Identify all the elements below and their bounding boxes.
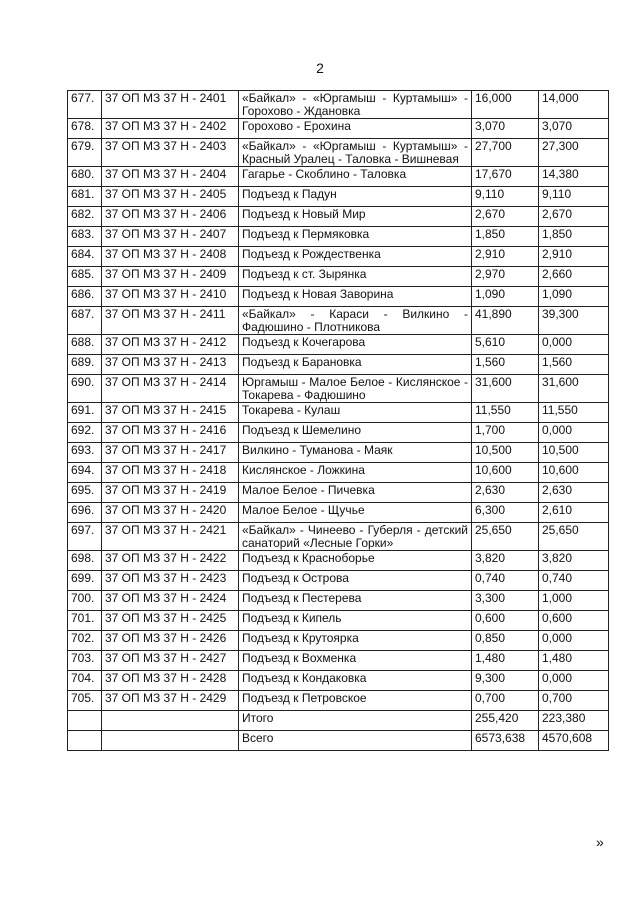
total-length-cell: 9,300 <box>472 671 539 691</box>
paved-length-cell: 3,820 <box>539 551 609 571</box>
paved-length-cell: 1,090 <box>539 287 609 307</box>
total-length-cell: 31,600 <box>472 375 539 403</box>
row-number-cell: 702. <box>68 631 102 651</box>
table-row <box>68 335 609 355</box>
table-row <box>68 651 609 671</box>
paved-length-cell: 25,650 <box>539 523 609 551</box>
row-number-cell: 688. <box>68 335 102 355</box>
total-length-cell: 1,560 <box>472 355 539 375</box>
paved-length-cell: 14,000 <box>539 91 609 119</box>
row-number-cell: 697. <box>68 523 102 551</box>
paved-length-cell: 10,500 <box>539 443 609 463</box>
page-number: 2 <box>316 60 324 76</box>
row-number-cell: 687. <box>68 307 102 335</box>
road-name-cell: Всего <box>239 731 472 751</box>
table-row <box>68 187 609 207</box>
total-length-cell: 1,480 <box>472 651 539 671</box>
road-name-cell: Подъезд к Шемелино <box>239 423 472 443</box>
road-name-cell: Подъезд к Острова <box>239 571 472 591</box>
road-name-cell: Кислянское - Ложкина <box>239 463 472 483</box>
road-name-cell: Токарева - Кулаш <box>239 403 472 423</box>
total-length-cell: 2,670 <box>472 207 539 227</box>
road-code-cell: 37 ОП МЗ 37 Н - 2405 <box>102 187 239 207</box>
paved-length-cell: 1,850 <box>539 227 609 247</box>
road-name-cell: Подъезд к Красноборье <box>239 551 472 571</box>
paved-length-cell: 2,610 <box>539 503 609 523</box>
total-length-cell: 2,970 <box>472 267 539 287</box>
paved-length-cell: 4570,608 <box>539 731 609 751</box>
road-code-cell: 37 ОП МЗ 37 Н - 2424 <box>102 591 239 611</box>
road-name-cell: Подъезд к Падун <box>239 187 472 207</box>
paved-length-cell: 11,550 <box>539 403 609 423</box>
road-name-cell: Подъезд к Пермяковка <box>239 227 472 247</box>
total-length-cell: 5,610 <box>472 335 539 355</box>
table-row <box>68 523 609 551</box>
total-length-cell: 1,090 <box>472 287 539 307</box>
road-code-cell <box>102 731 239 751</box>
road-code-cell: 37 ОП МЗ 37 Н - 2401 <box>102 91 239 119</box>
table-row <box>68 423 609 443</box>
paved-length-cell: 0,700 <box>539 691 609 711</box>
paved-length-cell: 2,660 <box>539 267 609 287</box>
paved-length-cell: 0,740 <box>539 571 609 591</box>
paved-length-cell: 0,600 <box>539 611 609 631</box>
total-length-cell: 41,890 <box>472 307 539 335</box>
row-number-cell <box>68 731 102 751</box>
road-name-cell: Малое Белое - Пичевка <box>239 483 472 503</box>
total-length-cell: 0,700 <box>472 691 539 711</box>
table-row <box>68 483 609 503</box>
table-row <box>68 247 609 267</box>
table-row <box>68 551 609 571</box>
total-length-cell: 25,650 <box>472 523 539 551</box>
total-length-cell: 1,700 <box>472 423 539 443</box>
road-name-cell: Итого <box>239 711 472 731</box>
row-number-cell: 686. <box>68 287 102 307</box>
table-row <box>68 631 609 651</box>
road-code-cell: 37 ОП МЗ 37 Н - 2420 <box>102 503 239 523</box>
total-length-cell: 17,670 <box>472 167 539 187</box>
table-row <box>68 267 609 287</box>
table-row <box>68 207 609 227</box>
total-length-cell: 27,700 <box>472 139 539 167</box>
total-length-cell: 10,600 <box>472 463 539 483</box>
paved-length-cell: 0,000 <box>539 335 609 355</box>
total-length-cell: 6,300 <box>472 503 539 523</box>
paved-length-cell: 0,000 <box>539 423 609 443</box>
total-length-cell: 0,850 <box>472 631 539 651</box>
total-length-cell: 3,070 <box>472 119 539 139</box>
closing-quote-mark: » <box>596 834 604 850</box>
road-code-cell: 37 ОП МЗ 37 Н - 2419 <box>102 483 239 503</box>
total-length-cell: 2,630 <box>472 483 539 503</box>
row-number-cell: 694. <box>68 463 102 483</box>
table-row <box>68 611 609 631</box>
row-number-cell: 698. <box>68 551 102 571</box>
row-number-cell: 695. <box>68 483 102 503</box>
road-code-cell: 37 ОП МЗ 37 Н - 2427 <box>102 651 239 671</box>
road-code-cell: 37 ОП МЗ 37 Н - 2407 <box>102 227 239 247</box>
total-length-cell: 2,910 <box>472 247 539 267</box>
table-row <box>68 671 609 691</box>
road-code-cell: 37 ОП МЗ 37 Н - 2402 <box>102 119 239 139</box>
road-code-cell: 37 ОП МЗ 37 Н - 2422 <box>102 551 239 571</box>
road-name-cell: «Байкал» - «Юргамыш - Куртамыш» - Красный Уралец - Таловка - Вишневая <box>239 139 472 167</box>
road-code-cell: 37 ОП МЗ 37 Н - 2429 <box>102 691 239 711</box>
total-length-cell: 1,850 <box>472 227 539 247</box>
total-length-cell: 9,110 <box>472 187 539 207</box>
road-name-cell: Подъезд к Новый Мир <box>239 207 472 227</box>
table-row <box>68 91 609 119</box>
row-number-cell: 691. <box>68 403 102 423</box>
row-number-cell: 693. <box>68 443 102 463</box>
row-number-cell: 679. <box>68 139 102 167</box>
row-number-cell: 705. <box>68 691 102 711</box>
road-code-cell: 37 ОП МЗ 37 Н - 2403 <box>102 139 239 167</box>
table-row <box>68 711 609 731</box>
table-row <box>68 375 609 403</box>
row-number-cell: 690. <box>68 375 102 403</box>
road-code-cell: 37 ОП МЗ 37 Н - 2416 <box>102 423 239 443</box>
total-length-cell: 255,420 <box>472 711 539 731</box>
row-number-cell: 701. <box>68 611 102 631</box>
road-name-cell: Подъезд к Кочегарова <box>239 335 472 355</box>
road-name-cell: «Байкал» - «Юргамыш - Куртамыш» - Горохово - Ждановка <box>239 91 472 119</box>
total-length-cell: 11,550 <box>472 403 539 423</box>
total-length-cell: 0,740 <box>472 571 539 591</box>
road-code-cell: 37 ОП МЗ 37 Н - 2409 <box>102 267 239 287</box>
table-row <box>68 307 609 335</box>
row-number-cell: 683. <box>68 227 102 247</box>
road-code-cell: 37 ОП МЗ 37 Н - 2417 <box>102 443 239 463</box>
paved-length-cell: 1,560 <box>539 355 609 375</box>
paved-length-cell: 1,480 <box>539 651 609 671</box>
row-number-cell: 677. <box>68 91 102 119</box>
row-number-cell: 700. <box>68 591 102 611</box>
road-code-cell: 37 ОП МЗ 37 Н - 2426 <box>102 631 239 651</box>
road-code-cell: 37 ОП МЗ 37 Н - 2421 <box>102 523 239 551</box>
paved-length-cell: 14,380 <box>539 167 609 187</box>
road-name-cell: Подъезд к ст. Зырянка <box>239 267 472 287</box>
paved-length-cell: 10,600 <box>539 463 609 483</box>
row-number-cell: 703. <box>68 651 102 671</box>
paved-length-cell: 9,110 <box>539 187 609 207</box>
paved-length-cell: 3,070 <box>539 119 609 139</box>
road-code-cell: 37 ОП МЗ 37 Н - 2414 <box>102 375 239 403</box>
table-row <box>68 287 609 307</box>
paved-length-cell: 2,910 <box>539 247 609 267</box>
table-row <box>68 355 609 375</box>
table-row <box>68 167 609 187</box>
road-name-cell: «Байкал» - Чинеево - Губерля - детский санаторий «Лесные Горки» <box>239 523 472 551</box>
road-code-cell: 37 ОП МЗ 37 Н - 2411 <box>102 307 239 335</box>
total-length-cell: 0,600 <box>472 611 539 631</box>
total-length-cell: 3,820 <box>472 551 539 571</box>
table-row <box>68 591 609 611</box>
total-length-cell: 16,000 <box>472 91 539 119</box>
paved-length-cell: 31,600 <box>539 375 609 403</box>
table-row <box>68 463 609 483</box>
table-row <box>68 443 609 463</box>
row-number-cell: 685. <box>68 267 102 287</box>
row-number-cell: 692. <box>68 423 102 443</box>
row-number-cell: 699. <box>68 571 102 591</box>
paved-length-cell: 0,000 <box>539 631 609 651</box>
road-name-cell: Горохово - Ерохина <box>239 119 472 139</box>
road-name-cell: Подъезд к Петровское <box>239 691 472 711</box>
road-code-cell: 37 ОП МЗ 37 Н - 2406 <box>102 207 239 227</box>
road-code-cell: 37 ОП МЗ 37 Н - 2423 <box>102 571 239 591</box>
road-code-cell <box>102 711 239 731</box>
road-code-cell: 37 ОП МЗ 37 Н - 2408 <box>102 247 239 267</box>
table-row <box>68 403 609 423</box>
road-name-cell: Подъезд к Рождественка <box>239 247 472 267</box>
total-length-cell: 6573,638 <box>472 731 539 751</box>
roads-table-body <box>68 91 609 751</box>
row-number-cell: 681. <box>68 187 102 207</box>
table-row <box>68 227 609 247</box>
row-number-cell: 682. <box>68 207 102 227</box>
table-row <box>68 139 609 167</box>
road-name-cell: Подъезд к Барановка <box>239 355 472 375</box>
row-number-cell: 696. <box>68 503 102 523</box>
row-number-cell: 684. <box>68 247 102 267</box>
road-name-cell: Вилкино - Туманова - Маяк <box>239 443 472 463</box>
road-name-cell: «Байкал» - Караси - Вилкино - Фадюшино - Плотникова <box>239 307 472 335</box>
road-name-cell: Гагарье - Скоблино - Таловка <box>239 167 472 187</box>
road-name-cell: Подъезд к Вохменка <box>239 651 472 671</box>
row-number-cell: 704. <box>68 671 102 691</box>
paved-length-cell: 223,380 <box>539 711 609 731</box>
table-row <box>68 571 609 591</box>
road-code-cell: 37 ОП МЗ 37 Н - 2410 <box>102 287 239 307</box>
paved-length-cell: 2,630 <box>539 483 609 503</box>
road-code-cell: 37 ОП МЗ 37 Н - 2404 <box>102 167 239 187</box>
road-name-cell: Подъезд к Кондаковка <box>239 671 472 691</box>
road-code-cell: 37 ОП МЗ 37 Н - 2425 <box>102 611 239 631</box>
table-row <box>68 731 609 751</box>
table-row <box>68 503 609 523</box>
paved-length-cell: 1,000 <box>539 591 609 611</box>
table-row <box>68 119 609 139</box>
road-code-cell: 37 ОП МЗ 37 Н - 2415 <box>102 403 239 423</box>
table-row <box>68 691 609 711</box>
road-name-cell: Подъезд к Кипель <box>239 611 472 631</box>
road-name-cell: Юргамыш - Малое Белое - Кислянское - Токарева - Фадюшино <box>239 375 472 403</box>
row-number-cell: 689. <box>68 355 102 375</box>
road-name-cell: Малое Белое - Щучье <box>239 503 472 523</box>
paved-length-cell: 0,000 <box>539 671 609 691</box>
total-length-cell: 10,500 <box>472 443 539 463</box>
road-name-cell: Подъезд к Новая Заворина <box>239 287 472 307</box>
road-code-cell: 37 ОП МЗ 37 Н - 2413 <box>102 355 239 375</box>
road-name-cell: Подъезд к Пестерева <box>239 591 472 611</box>
road-code-cell: 37 ОП МЗ 37 Н - 2418 <box>102 463 239 483</box>
total-length-cell: 3,300 <box>472 591 539 611</box>
road-code-cell: 37 ОП МЗ 37 Н - 2428 <box>102 671 239 691</box>
road-name-cell: Подъезд к Крутоярка <box>239 631 472 651</box>
roads-table <box>67 90 609 751</box>
paved-length-cell: 27,300 <box>539 139 609 167</box>
row-number-cell <box>68 711 102 731</box>
row-number-cell: 678. <box>68 119 102 139</box>
paved-length-cell: 39,300 <box>539 307 609 335</box>
paved-length-cell: 2,670 <box>539 207 609 227</box>
road-code-cell: 37 ОП МЗ 37 Н - 2412 <box>102 335 239 355</box>
row-number-cell: 680. <box>68 167 102 187</box>
